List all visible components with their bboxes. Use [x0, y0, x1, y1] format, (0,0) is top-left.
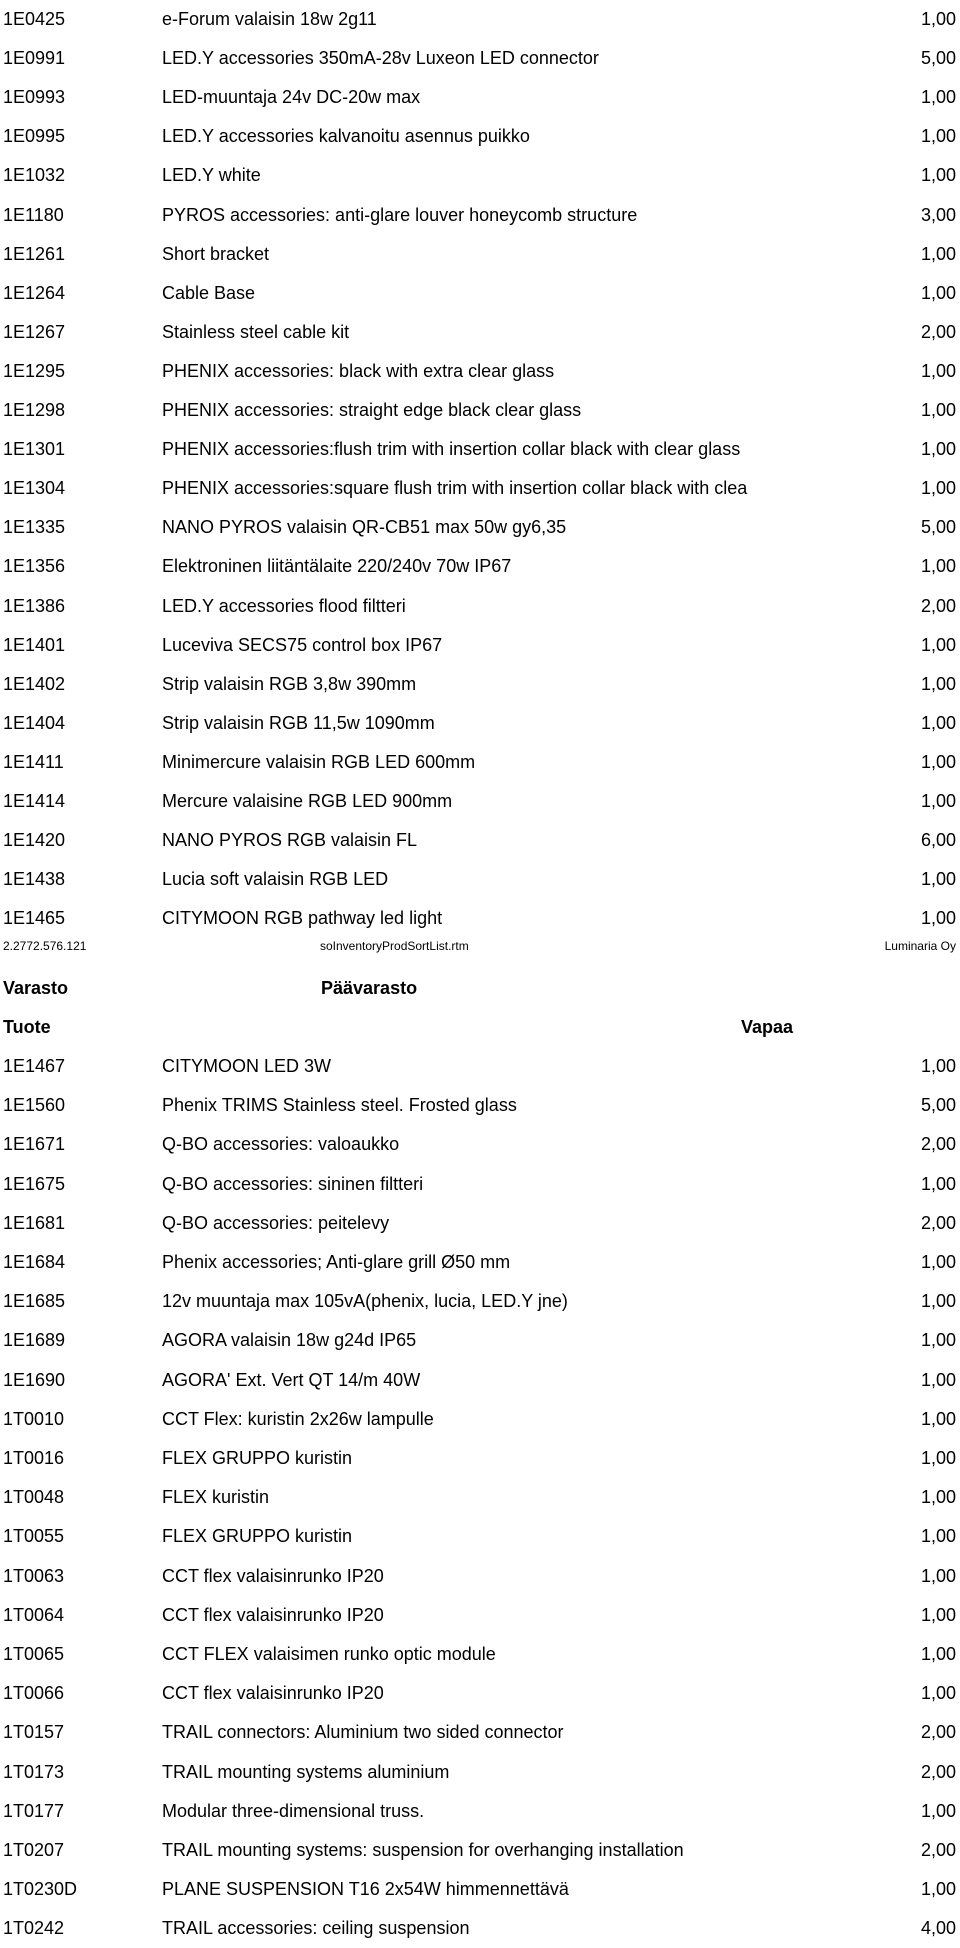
- item-code: 1E1295: [3, 360, 66, 381]
- item-description: LED.Y accessories flood filtteri: [162, 595, 406, 616]
- table-row: [0, 1674, 960, 1713]
- item-quantity: 1,00: [920, 165, 956, 186]
- item-description: LED.Y white: [162, 165, 261, 186]
- item-description: TRAIL mounting systems: suspension for overhanging installation: [162, 1840, 684, 1860]
- item-quantity: 1,00: [920, 869, 956, 890]
- item-code: 1E1267: [3, 321, 66, 342]
- item-code: 1E1685: [3, 1291, 66, 1312]
- item-quantity: 1,00: [920, 9, 956, 29]
- item-description: CITYMOON RGB pathway led light: [162, 908, 443, 929]
- item-code: 1E1335: [3, 517, 66, 538]
- item-description: Strip valaisin RGB 3,8w 390mm: [162, 673, 417, 694]
- item-description: Q-BO accessories: peitelevy: [162, 1212, 390, 1233]
- item-code: 1E1420: [3, 830, 66, 851]
- table-row: [0, 1243, 960, 1282]
- item-quantity: 1,00: [920, 791, 956, 811]
- table-row: [0, 1831, 960, 1870]
- table-row: [0, 1361, 960, 1400]
- table-row: [0, 39, 960, 78]
- item-description: Phenix accessories; Anti-glare grill Ø50 mm: [162, 1252, 511, 1272]
- item-description: Modular three-dimensional truss.: [162, 1800, 425, 1821]
- item-code: 1T0157: [3, 1722, 65, 1743]
- item-code: 1E0993: [3, 87, 66, 108]
- table-row: [0, 1400, 960, 1439]
- table-row: [0, 508, 960, 547]
- item-quantity: 1,00: [920, 1408, 956, 1429]
- item-description: TRAIL mounting systems aluminium: [162, 1761, 450, 1782]
- item-quantity: 4,00: [920, 1918, 956, 1939]
- item-quantity: 1,00: [920, 243, 956, 264]
- table-row: [0, 1478, 960, 1517]
- item-code: 1E1465: [3, 908, 66, 929]
- item-quantity: 2,00: [920, 321, 956, 342]
- item-description: CCT flex valaisinrunko IP20: [162, 1565, 384, 1586]
- warehouse-value: Päävarasto: [321, 978, 418, 998]
- table-row: [0, 469, 960, 508]
- table-row: [0, 821, 960, 860]
- table-row: [0, 274, 960, 313]
- column-header-product: Tuote: [3, 1017, 51, 1037]
- table-row: [0, 430, 960, 469]
- warehouse-label: Varasto: [3, 978, 69, 998]
- footer-report-file: soInventoryProdSortList.rtm: [320, 939, 469, 953]
- item-code: 1E1032: [3, 165, 66, 186]
- item-quantity: 2,00: [920, 1840, 956, 1860]
- item-quantity: 1,00: [920, 751, 956, 772]
- table-row: [0, 626, 960, 665]
- item-quantity: 1,00: [920, 1330, 956, 1351]
- item-description: PHENIX accessories:square flush trim with insertion collar black with clea: [162, 478, 748, 499]
- item-quantity: 1,00: [920, 1879, 956, 1900]
- table-row: [0, 587, 960, 626]
- table-row: [0, 391, 960, 430]
- item-description: FLEX GRUPPO kuristin: [162, 1448, 353, 1468]
- item-code: 1E1180: [3, 204, 64, 225]
- item-quantity: 1,00: [920, 712, 956, 733]
- item-code: 1E1261: [3, 243, 66, 264]
- item-code: 1E1467: [3, 1056, 66, 1076]
- item-description: PHENIX accessories: straight edge black clear glass: [162, 400, 582, 420]
- item-code: 1E1304: [3, 478, 66, 499]
- item-description: Short bracket: [162, 243, 270, 264]
- item-description: Elektroninen liitäntälaite 220/240v 70w IP67: [162, 556, 512, 577]
- item-quantity: 1,00: [920, 1644, 956, 1664]
- item-description: AGORA valaisin 18w g24d IP65: [162, 1330, 417, 1351]
- table-row: [0, 352, 960, 391]
- table-row: [0, 1047, 960, 1086]
- page-footer: [0, 934, 960, 958]
- item-description: Lucia soft valaisin RGB LED: [162, 869, 389, 890]
- table-row: [0, 313, 960, 352]
- item-quantity: 1,00: [920, 1565, 956, 1586]
- item-description: PYROS accessories: anti-glare louver honeycomb structure: [162, 204, 638, 225]
- item-description: 12v muuntaja max 105vA(phenix, lucia, LED.Y jne): [162, 1291, 568, 1312]
- item-description: Mercure valaisine RGB LED 900mm: [162, 791, 453, 811]
- item-quantity: 2,00: [920, 1722, 956, 1743]
- item-code: 1E1414: [3, 791, 66, 811]
- item-description: Minimercure valaisin RGB LED 600mm: [162, 751, 476, 772]
- table-row: [0, 1753, 960, 1792]
- item-quantity: 1,00: [920, 478, 956, 499]
- table-row: [0, 1165, 960, 1204]
- item-quantity: 6,00: [920, 830, 956, 851]
- item-code: 1T0010: [3, 1408, 65, 1429]
- item-code: 1T0048: [3, 1487, 65, 1508]
- item-quantity: 1,00: [920, 282, 956, 303]
- item-code: 1E1675: [3, 1173, 66, 1194]
- column-header-free-quantity: Vapaa: [741, 1017, 794, 1037]
- item-quantity: 1,00: [920, 1252, 956, 1272]
- table-row: [0, 899, 960, 938]
- table-row: [0, 1596, 960, 1635]
- item-code: 1T0173: [3, 1761, 65, 1782]
- item-code: 1E1681: [3, 1212, 66, 1233]
- item-code: 1T0055: [3, 1526, 65, 1547]
- item-code: 1E1404: [3, 712, 66, 733]
- item-code: 1T0207: [3, 1840, 65, 1860]
- item-quantity: 1,00: [920, 1526, 956, 1547]
- item-code: 1E1671: [3, 1134, 66, 1155]
- item-description: Q-BO accessories: sininen filtteri: [162, 1173, 424, 1194]
- item-code: 1T0065: [3, 1644, 65, 1664]
- item-quantity: 1,00: [920, 439, 956, 460]
- item-code: 1E1298: [3, 400, 66, 420]
- table-row: [0, 1557, 960, 1596]
- item-code: 1E1690: [3, 1369, 66, 1390]
- item-quantity: 1,00: [920, 673, 956, 694]
- table-row: [0, 782, 960, 821]
- item-quantity: 1,00: [920, 1487, 956, 1508]
- item-code: 1E1689: [3, 1330, 66, 1351]
- table-row: [0, 1635, 960, 1674]
- item-quantity: 1,00: [920, 1369, 956, 1390]
- table-row: [0, 1282, 960, 1321]
- item-code: 1E0425: [3, 9, 66, 29]
- table-row: [0, 1909, 960, 1948]
- item-quantity: 1,00: [920, 634, 956, 655]
- item-code: 1T0063: [3, 1565, 65, 1586]
- item-description: Phenix TRIMS Stainless steel. Frosted glass: [162, 1095, 517, 1116]
- item-description: Stainless steel cable kit: [162, 321, 350, 342]
- item-code: 1E1401: [3, 634, 66, 655]
- item-description: NANO PYROS RGB valaisin FL: [162, 830, 418, 851]
- table-row: [0, 1713, 960, 1752]
- table-row: [0, 156, 960, 195]
- table-row: [0, 78, 960, 117]
- item-quantity: 2,00: [920, 595, 956, 616]
- item-description: FLEX GRUPPO kuristin: [162, 1526, 353, 1547]
- item-code: 1E1356: [3, 556, 66, 577]
- item-description: FLEX kuristin: [162, 1487, 270, 1508]
- item-quantity: 1,00: [920, 1604, 956, 1625]
- item-description: CCT flex valaisinrunko IP20: [162, 1604, 384, 1625]
- item-quantity: 5,00: [920, 517, 956, 538]
- item-code: 1T0064: [3, 1604, 65, 1625]
- item-description: Q-BO accessories: valoaukko: [162, 1134, 400, 1155]
- item-code: 1E1264: [3, 282, 66, 303]
- item-quantity: 1,00: [920, 1683, 956, 1704]
- item-code: 1T0230D: [3, 1879, 78, 1900]
- item-description: CITYMOON LED 3W: [162, 1056, 332, 1076]
- item-code: 1E1301: [3, 439, 66, 460]
- item-quantity: 1,00: [920, 1800, 956, 1821]
- item-code: 1T0242: [3, 1918, 65, 1939]
- table-row: [0, 860, 960, 899]
- table-row: [0, 547, 960, 586]
- item-code: 1E1560: [3, 1095, 66, 1116]
- item-quantity: 1,00: [920, 1173, 956, 1194]
- table-row: [0, 1517, 960, 1556]
- item-quantity: 1,00: [920, 360, 956, 381]
- item-description: PLANE SUSPENSION T16 2x54W himmennettävä: [162, 1879, 569, 1900]
- item-quantity: 5,00: [920, 1095, 956, 1116]
- table-row: [0, 1086, 960, 1125]
- item-quantity: 1,00: [920, 1291, 956, 1312]
- item-quantity: 5,00: [920, 48, 956, 69]
- item-quantity: 1,00: [920, 1056, 956, 1076]
- item-description: CCT flex valaisinrunko IP20: [162, 1683, 384, 1704]
- item-code: 1E1411: [3, 751, 64, 772]
- item-code: 1E1386: [3, 595, 66, 616]
- item-description: CCT FLEX valaisimen runko optic module: [162, 1644, 496, 1664]
- table-row: [0, 704, 960, 743]
- item-description: NANO PYROS valaisin QR-CB51 max 50w gy6,35: [162, 517, 567, 538]
- item-description: Luceviva SECS75 control box IP67: [162, 634, 443, 655]
- item-description: Strip valaisin RGB 11,5w 1090mm: [162, 712, 435, 733]
- item-description: LED-muuntaja 24v DC-20w max: [162, 87, 421, 108]
- item-description: TRAIL accessories: ceiling suspension: [162, 1918, 470, 1939]
- item-code: 1T0177: [3, 1800, 65, 1821]
- item-quantity: 1,00: [920, 87, 956, 108]
- item-code: 1E1402: [3, 673, 66, 694]
- item-description: PHENIX accessories: black with extra clear glass: [162, 360, 555, 381]
- table-row: [0, 1439, 960, 1478]
- item-description: LED.Y accessories kalvanoitu asennus puikko: [162, 126, 530, 147]
- item-quantity: 1,00: [920, 908, 956, 929]
- item-code: 1E0995: [3, 126, 66, 147]
- table-row: [0, 1125, 960, 1164]
- item-quantity: 3,00: [920, 204, 956, 225]
- footer-document-number: 2.2772.576.121: [3, 939, 87, 953]
- item-description: TRAIL connectors: Aluminium two sided connector: [162, 1722, 564, 1743]
- footer-company-name: Luminaria Oy: [884, 939, 956, 953]
- item-quantity: 1,00: [920, 1448, 956, 1468]
- table-row: [0, 117, 960, 156]
- table-row: [0, 1870, 960, 1909]
- item-quantity: 1,00: [920, 400, 956, 420]
- table-row: [0, 1321, 960, 1360]
- item-code: 1E0991: [3, 48, 66, 69]
- item-code: 1E1438: [3, 869, 66, 890]
- item-description: CCT Flex: kuristin 2x26w lampulle: [162, 1408, 434, 1429]
- item-description: LED.Y accessories 350mA-28v Luxeon LED connector: [162, 48, 599, 69]
- item-description: e-Forum valaisin 18w 2g11: [162, 9, 377, 29]
- item-quantity: 1,00: [920, 556, 956, 577]
- table-row: [0, 665, 960, 704]
- item-description: AGORA' Ext. Vert QT 14/m 40W: [162, 1369, 421, 1390]
- item-quantity: 2,00: [920, 1761, 956, 1782]
- item-quantity: 1,00: [920, 126, 956, 147]
- item-description: PHENIX accessories:flush trim with insertion collar black with clear glass: [162, 439, 741, 460]
- item-code: 1T0016: [3, 1448, 65, 1468]
- item-code: 1E1684: [3, 1252, 66, 1272]
- table-row: [0, 235, 960, 274]
- table-row: [0, 0, 960, 39]
- table-row: [0, 196, 960, 235]
- item-quantity: 2,00: [920, 1134, 956, 1155]
- table-row: [0, 1204, 960, 1243]
- item-quantity: 2,00: [920, 1212, 956, 1233]
- table-row: [0, 1792, 960, 1831]
- item-description: Cable Base: [162, 282, 256, 303]
- item-code: 1T0066: [3, 1683, 65, 1704]
- table-row: [0, 743, 960, 782]
